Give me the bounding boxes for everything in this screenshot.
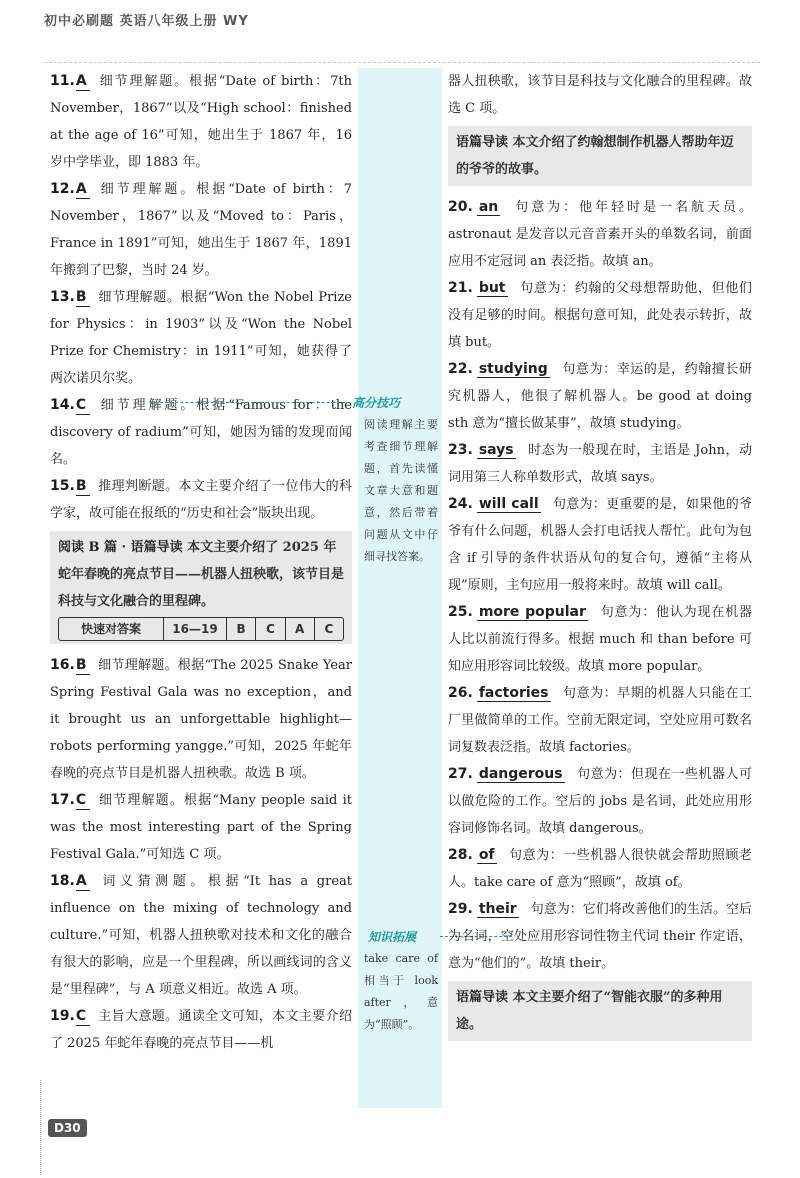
- answer-letter: B: [76, 288, 90, 307]
- passage-guide: 语篇导读 本文介绍了约翰想制作机器人帮助年迈的爷爷的故事。: [448, 126, 752, 186]
- explanation: 推理判断题。本文主要介绍了一位伟大的科学家，故可能在报纸的“历史和社会”版块出现。: [50, 479, 352, 521]
- answer-item: 27. dangerous 句意为：但现在一些机器人可以做危险的工作。空后的 jobs 是名词，此处应用形容词修饰名词。故填 dangerous。: [448, 766, 752, 836]
- explanation: 时态为一般现在时，主语是 John，动词用第三人称单数形式，故填 says。: [448, 443, 752, 485]
- explanation: 词义猜测题。根据“It has a great influence on the mixing of technology and culture.”可知，机器人扭秧歌对技术和文化的融合有很大的影响，应是一个里程碑，所以画线词的含义是“里程碑”，与 A 项意义相近。故选 A 项。: [50, 874, 352, 997]
- explanation: 细节理解题。根据“Won the Nobel Prize for Physics：in 1903”以及“Won the Nobel Prize for Chemistry：in 1911”可知，她获得了两次诺贝尔奖。: [50, 290, 352, 386]
- continued-text: 器人扭秧歌，该节目是科技与文化融合的里程碑。故选 C 项。: [448, 74, 752, 116]
- answer-item: 14.C 细节理解题。根据“Famous for：the discovery of radium”可知，她因为镭的发现而闻名。: [50, 397, 352, 467]
- tip-body-knowledge: take care of 相当于 look after，意为“照顾”。: [364, 952, 438, 1031]
- explanation: 主旨大意题。通读全文可知，本文主要介绍了 2025 年蛇年春晚的亮点节目——机: [50, 1009, 352, 1051]
- margin-guide: [40, 1080, 41, 1175]
- right-column: [448, 68, 752, 1049]
- tip-title-high-score: 高分技巧: [352, 396, 401, 410]
- answer-word: says: [478, 442, 514, 458]
- answer-item: 13.B 细节理解题。根据“Won the Nobel Prize for Physics：in 1903”以及“Won the Nobel Prize for Chemistry：in 1911”可知，她获得了两次诺贝尔奖。: [50, 289, 352, 386]
- passage-guide: 语篇导读 本文主要介绍了“智能衣服”的多种用途。: [448, 981, 752, 1041]
- answer-item: 25. more popular 句意为：他认为现在机器人比以前流行得多。根据 much 和 than before 可知应用形容词比较级。故填 more popular。: [448, 604, 752, 674]
- explanation: 句意为：幸运的是，约翰擅长研究机器人，他很了解机器人。be good at doing sth 意为“擅长做某事”，故填 studying。: [448, 362, 752, 431]
- answer-item: 28. of 句意为：一些机器人很快就会帮助照顾老人。take care of 意为“照顾”，故填 of。: [448, 847, 752, 890]
- answer-item: 21. but 句意为：约翰的父母想帮助他，但他们没有足够的时间。根据句意可知，此处表示转折，故填 but。: [448, 280, 752, 350]
- answer-word: dangerous: [478, 766, 563, 782]
- answer-item: 19.C 主旨大意题。通读全文可知，本文主要介绍了 2025 年蛇年春晚的亮点节目——机: [50, 1008, 352, 1051]
- left-column: [50, 68, 352, 1057]
- answer-letter: A: [76, 872, 90, 891]
- explanation: 句意为：更重要的是，如果他的爷爷有什么问题，机器人会打电话找人帮忙。此句为包含 if 引导的条件状语从句的复合句，遵循“主将从现”原则，主句应用一般将来时。故填 will call。: [448, 497, 752, 593]
- explanation: 句意为：他年轻时是一名航天员。astronaut 是发音以元音音素开头的单数名词，前面应用不定冠词 an 表泛指。故填 an。: [448, 200, 752, 269]
- page-header: 初中必刷题 英语八年级上册 WY: [44, 14, 249, 29]
- answer-item: 29. their 句意为：它们将改善他们的生活。空后为名词，空处应用形容词性物主代词 their 作定语，意为“他们的”。故填 their。: [448, 901, 752, 971]
- explanation: 细节理解题。根据“Many people said it was the most interesting part of the Spring Festival Gala.”可知选 C 项。: [50, 793, 352, 862]
- passage-guide: 阅读 B 篇 · 语篇导读 本文主要介绍了 2025 年蛇年春晚的亮点节目——机器人扭秧歌，该节目是科技与文化融合的里程碑。 快速对答案 16—19 B C A C: [50, 531, 352, 644]
- answer-letter: C: [76, 396, 90, 415]
- answer-letter: B: [76, 656, 90, 675]
- tip-leader-line: [150, 402, 350, 403]
- tip-title-knowledge: 知识拓展: [368, 930, 417, 944]
- answer-item: 18.A 词义猜测题。根据“It has a great influence on the mixing of technology and culture.”可知，机器人扭秧歌对技术和文化的融合有很大的影响，应是一个里程碑，所以画线词的含义是“里程碑”，与 A 项意义相近。故选 A 项。: [50, 873, 352, 997]
- explanation: 句意为：约翰的父母想帮助他，但他们没有足够的时间。根据句意可知，此处表示转折，故填 but。: [448, 281, 752, 350]
- page-number: D30: [48, 1119, 87, 1137]
- answer-item: 12.A 细节理解题。根据“Date of birth：7 November，1867”以及“Moved to：Paris，France in 1891”可知，她出生于 1867 年，1891 年搬到了巴黎，当时 24 岁。: [50, 181, 352, 278]
- answer-letter: A: [76, 72, 90, 91]
- explanation: 句意为：早期的机器人只能在工厂里做简单的工作。空前无限定词，空处应用可数名词复数表泛指。故填 factories。: [448, 686, 752, 755]
- explanation: 句意为：一些机器人很快就会帮助照顾老人。take care of 意为“照顾”，故填 of。: [448, 848, 752, 890]
- answer-item: 17.C 细节理解题。根据“Many people said it was the most interesting part of the Spring Festival Gala.”可知选 C 项。: [50, 792, 352, 862]
- answer-letter: A: [76, 180, 90, 199]
- answer-item: 23. says 时态为一般现在时，主语是 John，动词用第三人称单数形式，故填 says。: [448, 442, 752, 485]
- answer-letter: C: [76, 791, 90, 810]
- answer-item: 20. an 句意为：他年轻时是一名航天员。astronaut 是发音以元音音素开头的单数名词，前面应用不定冠词 an 表泛指。故填 an。: [448, 199, 752, 269]
- answer-item: 11.A 细节理解题。根据“Date of birth：7th November，1867”以及“High school：finished at the age of 16”可知，她出生于 1867 年，16 岁中学毕业，即 1883 年。: [50, 73, 352, 170]
- answer-item: 15.B 推理判断题。本文主要介绍了一位伟大的科学家，故可能在报纸的“历史和社会”版块出现。: [50, 478, 352, 521]
- quick-answer-table: 快速对答案 16—19 B C A C: [58, 617, 344, 641]
- answer-word: their: [478, 901, 517, 917]
- explanation: 句意为：它们将改善他们的生活。空后为名词，空处应用形容词性物主代词 their 作定语，意为“他们的”。故填 their。: [448, 902, 752, 971]
- explanation: 细节理解题。根据“Date of birth：7 November，1867”以及“Moved to：Paris，France in 1891”可知，她出生于 1867 年，1891 年搬到了巴黎，当时 24 岁。: [50, 182, 352, 278]
- answer-word: factories: [478, 685, 549, 701]
- answer-letter: B: [76, 477, 90, 496]
- tip-body-high-score: 阅读理解主要考查细节理解题，首先读懂文章大意和题意，然后带着问题从文中仔细寻找答案。: [364, 418, 438, 563]
- explanation: 句意为：他认为现在机器人比以前流行得多。根据 much 和 than before 可知应用形容词比较级。故填 more popular。: [448, 605, 752, 674]
- answer-item: 26. factories 句意为：早期的机器人只能在工厂里做简单的工作。空前无限定词，空处应用可数名词复数表泛指。故填 factories。: [448, 685, 752, 755]
- answer-word: studying: [478, 361, 548, 377]
- answer-letter: C: [76, 1007, 90, 1026]
- answer-item: 24. will call 句意为：更重要的是，如果他的爷爷有什么问题，机器人会打电话找人帮忙。此句为包含 if 引导的条件状语从句的复合句，遵循“主将从现”原则，主句应用一般将来时。故填 will call。: [448, 496, 752, 593]
- answer-item: 16.B 细节理解题。根据“The 2025 Snake Year Spring Festival Gala was no exception，and it brought us an unforgettable highlight—robots performing yangge.”可知，2025 年蛇年春晚的亮点节目是机器人扭秧歌。故选 B 项。: [50, 657, 352, 781]
- answer-word: an: [478, 199, 499, 215]
- answer-word: of: [478, 847, 495, 863]
- answer-word: more popular: [478, 604, 586, 620]
- explanation: 句意为：但现在一些机器人可以做危险的工作。空后的 jobs 是名词，此处应用形容词修饰名词。故填 dangerous。: [448, 767, 752, 836]
- header-divider: [44, 62, 760, 63]
- explanation: 细节理解题。根据“Date of birth：7th November，1867”以及“High school：finished at the age of 16”可知，她出生于 1867 年，16 岁中学毕业，即 1883 年。: [50, 74, 352, 170]
- explanation: 细节理解题。根据“Famous for：the discovery of radium”可知，她因为镭的发现而闻名。: [50, 398, 352, 467]
- explanation: 细节理解题。根据“The 2025 Snake Year Spring Festival Gala was no exception，and it brought us an unforgettable highlight—robots performing yangge.”可知，2025 年蛇年春晚的亮点节目是机器人扭秧歌。故选 B 项。: [50, 658, 352, 781]
- answer-item: 22. studying 句意为：幸运的是，约翰擅长研究机器人，他很了解机器人。be good at doing sth 意为“擅长做某事”，故填 studying。: [448, 361, 752, 431]
- answer-word: but: [478, 280, 506, 296]
- answer-word: will call: [478, 496, 539, 512]
